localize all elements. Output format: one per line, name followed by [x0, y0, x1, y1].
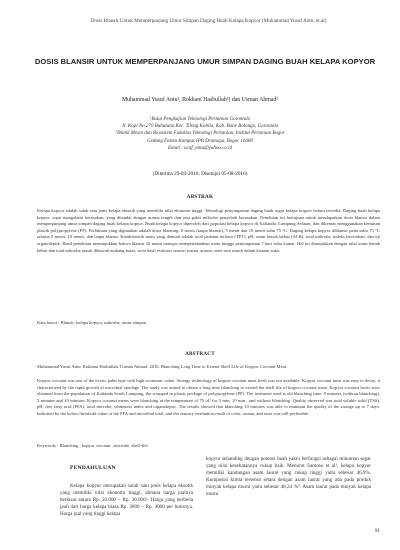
page-number: 91	[374, 528, 380, 534]
abstrak-keywords: Kata kunci : Blansir, kelapa kopyor, mikroba, umur simpan	[37, 320, 146, 325]
section-heading-pendahuluan: PENDAHULUAN	[70, 465, 116, 471]
abstrak-heading: ABSTRAK	[186, 194, 214, 200]
abstract-citation: Muhammad Yusuf Antu, Rokhani Hasbullah, Usman Ahmad. 2016. Blanching Long Time to Extend Shelf Life of Kopyor Coconut Meat.	[37, 364, 288, 369]
abstrak-text: Kelapa kopyor adalah salah satu jenis kelapa eksotik yang memiliki nilai ekonomi tinggi. Teknologi penyimpanan daging buah segar kelapa kopyor belum tersedia. Daging buah kelapa kopyor cepat mengalami kerusakan, yang ditandai dengan aroma tengik dan rasa pahit mikroba penyebab kerusakan. Penelitian ini bertujuan untuk mendapatkan dosis blansir dalam memperpanjang umur simpan daging buah kelapa kopyor. Buah kelapa kopyor diperoleh dari populasi kelapa kopyor di Kalianda, Lampung Selatan, dan dikemas menggunakan kemasan plastik polypropylene (PP). Perlakuan yang digunakan adalah dosis blansing: 0 menit (tanpa blansir), 5 menit dan 10 menit suhu 75 °C. Daging kelapa kopyor diblansir pada suhu 75 °C selama 5 menit, 10 menit, dan tanpa blansir. Karakteristik mutu yang diamati adalah total padatan terlarut (TPT), pH, asam lemak bebas (ALB), total mikroba, indeks kecerahan, dan uji organoleptik. Hasil penelitian menunjukkan bahwa blansir 10 menit mampu mempertahankan mutu hingga penyimpanan 7 hari suhu kamar. Hal ini ditunjukkan dengan nilai asam lemak bebas dan total mikroba masih dibawah ambang batas, serta hasil evaluasi sensori warna, aroma, serta rasa masih dalam kisaran suka.	[37, 208, 380, 253]
author-list: Muhammad Yusuf Antu¹, Rokhani Hasbullah²) dan Usman Ahmad²	[121, 97, 279, 103]
affiliation-line: ²Teknik Mesin dan Biosistem Fakultas Teknologi Pertanian, Institut Pertanian Bogor	[115, 131, 285, 137]
affiliation-email: Email : ucuf_antu@yahoo.co.id	[167, 145, 233, 151]
received-accepted-dates: (Diterima 29-03-2016; Disetujui 05-08-2016)	[152, 171, 248, 177]
abstract-heading: ABSTRACT	[185, 351, 215, 357]
intro-right-column: kopyor sebanding dengan potensi buah yakni berfungsi sebagai minuman segar yang nilai kesehatannya cukup baik. Menurut Santoso et al¹, kelapa kopyor memiliki kandungan asam laurat yang cukup tinggi yaitu sebesar 46,9%. Komposisi kimia tersebut setara dengan asam laurat yang ada pada produk minyak kelapa murni yaitu sebesar 48,24 %². Asam laurat pada minyak kelapa murni	[206, 456, 371, 498]
abstract-text: Kopyor coconut was one of the exotic palm type with high economic value. Storage technology of kopyor coconut meat fresh was not available. Kopyor coconut meat was easy to decay, it characterized by the rapid growth of microbial spoilage. The study was aimed to obtain a long time blanching to extend the shelf life of kopyor coconut meat. Kopyor coconut fruits were obtained from the population of Kalianda South Lampung, the wrapped in plastic package of polypropylene (PP). The treatment used is old blanching time: 0 minutes (without blanching), 5 minutes and 10 minutes. Kopyor coconut meats were blanching at the temperature of 75 oC for 5 min, 10 min , and without blanching. Quality observed was total soluble solid (TSS), pH, free fatty acid (FFA), total microbe, whiteness index and organoleptic. The results showed that blanching 10 minutes was able to maintain the quality of the storage up to 7 days. indicated by the below threshold value of the FFA and microbial total, and the sensory evaluation result of color, aroma, and taste was still preferable.	[37, 378, 380, 416]
affiliation-line: Jl. Kopi No.270 Bubulunu Kec. Tilong Kabila, Kab. Bone Bolango, Gorontalo	[121, 124, 279, 130]
affiliation-line: Gedung Fateta Kampus IPB Dramaga, Bogor 16680	[147, 138, 253, 144]
affiliation-line: ¹Balai Pengkajian Teknologi Pertanian Gorontalo	[149, 117, 251, 122]
intro-left-column: Kelapa kopyor merupakan salah satu jenis kelapa eksotik yang memiliki nilai ekonomi tinggi, dimana harga jualnya berkisar antara Rp. 20.000 – Rp. 30.000/- Harga yang berbeda jauh dari harga kelapa biasa Rp. 3000 – Rp. 4000 per butirnya. Harga jual yang tinggi kelapa	[60, 483, 193, 518]
running-head: Dosis Blansir Untuk Memperpanjang Umur Simpan Daging Buah Kelapa Kopyor (Muhammad Yusuf Antu, et.al)	[90, 18, 327, 24]
abstract-keywords: Keywords : Blanching , kopyor coconut , microbe, shelf-life	[37, 443, 148, 448]
paper-title: DOSIS BLANSIR UNTUK MEMPERPANJANG UMUR SIMPAN DAGING BUAH KELAPA KOPYOR	[34, 57, 376, 66]
affiliations	[20, 116, 380, 152]
